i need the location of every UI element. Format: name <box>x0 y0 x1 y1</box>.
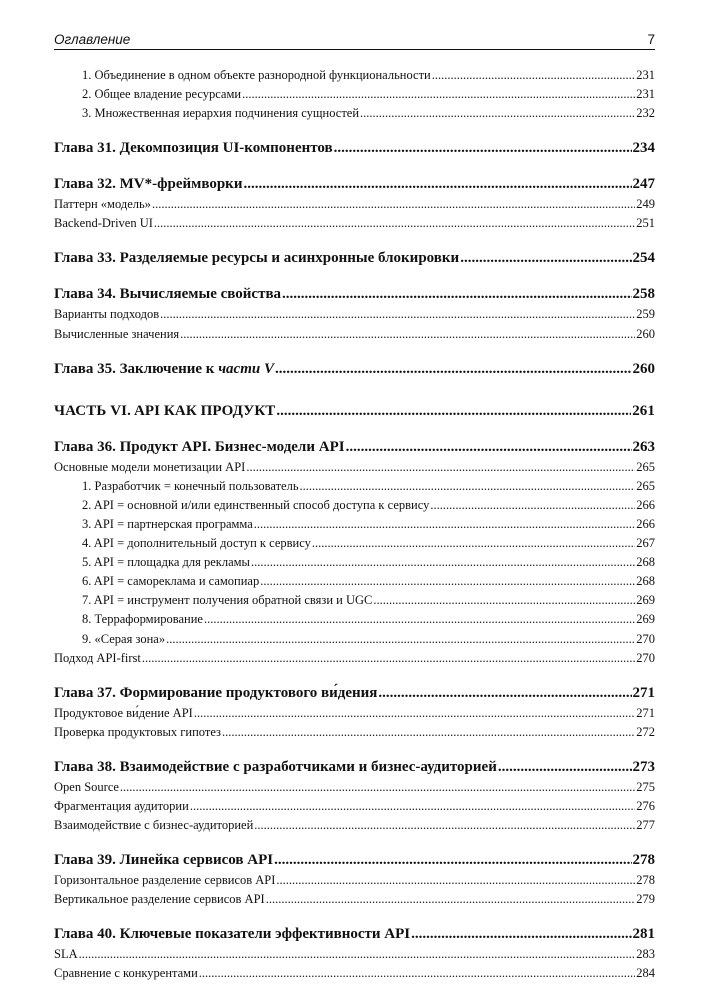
toc-spacer <box>54 909 655 923</box>
toc-spacer <box>54 159 655 173</box>
toc-entry-title-text: Подход API-first <box>54 650 141 665</box>
dot-leader <box>190 797 635 816</box>
toc-spacer <box>54 380 655 400</box>
toc-entry-title-text: Вычисленные значения <box>54 326 180 341</box>
toc-entry[interactable] <box>54 871 655 890</box>
toc-entry-title <box>54 358 274 380</box>
dot-leader <box>204 610 635 629</box>
toc-entry[interactable] <box>54 610 655 629</box>
toc-entry-title-text: Горизонтальное разделение сервисов API <box>54 873 276 888</box>
toc-spacer <box>54 668 655 682</box>
toc-entry-page-number: 231 <box>636 87 655 102</box>
toc-entry-title-text: Взаимодействие с бизнес-аудиторией <box>54 818 254 833</box>
toc-entry-title-text: 1. Разработчик = конечный пользователь <box>82 478 299 493</box>
toc-entry-title-text: 6. API = самореклама и самопиар <box>82 574 260 589</box>
toc-entry-title <box>82 630 165 649</box>
toc-entry-title <box>82 496 429 515</box>
toc-entry-page-number: 278 <box>632 852 655 869</box>
toc-spacer <box>54 123 655 137</box>
toc-spacer <box>54 742 655 756</box>
toc-entry-page-number: 265 <box>636 478 655 493</box>
toc-entry-title-text: Варианты подходов <box>54 307 160 322</box>
toc-spacer <box>54 233 655 247</box>
toc-entry-title <box>54 247 459 269</box>
toc-entry-title <box>82 610 203 629</box>
toc-entry-title-text: SLA <box>54 947 78 962</box>
toc-entry[interactable] <box>54 305 655 324</box>
toc-entry[interactable] <box>54 890 655 909</box>
toc-entry-title <box>54 400 275 422</box>
toc-chapter-entry[interactable] <box>54 247 655 269</box>
dot-leader <box>251 553 635 572</box>
toc-entry-page-number: 275 <box>636 779 655 794</box>
toc-entry-title <box>82 591 372 610</box>
toc-entry-page-number: 271 <box>636 705 655 720</box>
dot-leader <box>120 778 635 797</box>
toc-entry[interactable] <box>54 534 655 553</box>
toc-entry[interactable] <box>54 66 655 85</box>
toc-entry-title <box>54 305 159 324</box>
toc-entry[interactable] <box>54 964 655 983</box>
toc-entry-title <box>82 477 299 496</box>
dot-leader <box>154 214 635 233</box>
toc-entry-title-text: 8. Терраформирование <box>82 612 203 627</box>
toc-entry-title <box>82 553 250 572</box>
toc-entry-title-text: Вертикальное разделение сервисов API <box>54 892 265 907</box>
toc-entry[interactable] <box>54 945 655 964</box>
toc-spacer <box>54 422 655 436</box>
toc-entry-title <box>54 195 151 214</box>
toc-entry-page-number: 265 <box>636 459 655 474</box>
toc-entry-title-text: Фрагментация аудитории <box>54 798 189 813</box>
toc-entry[interactable] <box>54 591 655 610</box>
toc-entry-title <box>54 283 281 305</box>
dot-leader <box>222 723 635 742</box>
dot-leader <box>275 358 632 380</box>
table-of-contents <box>54 66 655 984</box>
toc-entry-page-number: 283 <box>636 947 655 962</box>
toc-entry[interactable] <box>54 553 655 572</box>
toc-entry[interactable] <box>54 723 655 742</box>
toc-entry-title <box>82 572 259 591</box>
toc-chapter-entry[interactable] <box>54 436 655 458</box>
toc-entry[interactable] <box>54 630 655 649</box>
dot-leader <box>373 591 635 610</box>
toc-entry-title <box>54 945 78 964</box>
toc-entry-title-text: Глава 32. MV*-фреймворки <box>54 176 243 193</box>
toc-entry-title <box>54 436 345 458</box>
dot-leader <box>242 85 635 104</box>
dot-leader <box>411 923 631 945</box>
toc-entry-title <box>82 104 359 123</box>
toc-entry-page-number: 260 <box>636 326 655 341</box>
toc-entry-title <box>54 325 179 344</box>
toc-entry-title <box>54 756 497 778</box>
toc-entry-title-text: Глава 38. Взаимодействие с разработчиками и бизнес-аудиторией <box>54 758 497 775</box>
toc-entry-page-number: 270 <box>636 650 655 665</box>
toc-entry-title <box>54 723 221 742</box>
toc-entry-title-text: Глава 31. Декомпозиция UI-компонентов <box>54 140 333 157</box>
toc-entry-title <box>54 214 153 233</box>
toc-entry-title-text: 2. API = основной и/или единственный способ доступа к сервису <box>82 497 430 512</box>
toc-entry-title-text: Глава 36. Продукт API. Бизнес-модели API <box>54 438 345 455</box>
toc-entry-title-text: Глава 40. Ключевые показатели эффективности API <box>54 926 411 943</box>
toc-entry[interactable] <box>54 458 655 477</box>
toc-entry-title <box>54 923 410 945</box>
header-page-number: 7 <box>647 32 655 47</box>
toc-entry[interactable] <box>54 572 655 591</box>
toc-entry-title-text: Глава 33. Разделяемые ресурсы и асинхронные блокировки <box>54 250 460 267</box>
dot-leader <box>166 630 635 649</box>
toc-entry-page-number: 272 <box>636 724 655 739</box>
toc-chapter-entry[interactable] <box>54 173 655 195</box>
toc-entry-page-number: 276 <box>636 798 655 813</box>
toc-entry[interactable] <box>54 649 655 668</box>
toc-entry-page-number: 251 <box>636 216 655 231</box>
toc-entry-title-text: Основные модели монетизации API <box>54 459 246 474</box>
dot-leader <box>266 890 636 909</box>
dot-leader <box>300 477 636 496</box>
toc-entry-title-text: Продуктовое ви́дение API <box>54 705 193 720</box>
toc-entry-page-number: 249 <box>636 197 655 212</box>
toc-entry-title <box>54 458 245 477</box>
toc-entry-page-number: 267 <box>636 536 655 551</box>
dot-leader <box>199 964 635 983</box>
toc-entry[interactable] <box>54 85 655 104</box>
toc-entry[interactable] <box>54 704 655 723</box>
toc-chapter-entry[interactable] <box>54 358 655 380</box>
dot-leader <box>142 649 635 668</box>
toc-entry-title <box>82 515 253 534</box>
toc-entry-page-number: 284 <box>636 966 655 981</box>
dot-leader <box>432 66 636 85</box>
toc-entry[interactable] <box>54 104 655 123</box>
toc-entry-title-text: Глава 34. Вычисляемые свойства <box>54 286 282 303</box>
toc-chapter-entry[interactable] <box>54 923 655 945</box>
toc-entry-title-text: 3. API = партнерская программа <box>82 516 253 531</box>
toc-entry-page-number: 254 <box>632 250 655 267</box>
toc-entry-page-number: 281 <box>632 926 655 943</box>
dot-leader <box>254 515 635 534</box>
toc-spacer <box>54 344 655 358</box>
toc-chapter-entry[interactable] <box>54 400 655 422</box>
toc-entry-title-text: 4. API = дополнительный доступ к сервису <box>82 536 311 551</box>
toc-entry-title <box>54 778 119 797</box>
toc-entry-page-number: 271 <box>632 684 655 701</box>
toc-entry-page-number: 231 <box>636 68 655 82</box>
toc-entry-page-number: 266 <box>636 497 655 512</box>
toc-entry-title-text: Паттерн «модель» <box>54 197 151 212</box>
toc-entry-page-number: 234 <box>632 140 655 157</box>
toc-chapter-entry[interactable] <box>54 756 655 778</box>
toc-entry-title <box>54 964 198 983</box>
toc-entry-page-number: 247 <box>632 176 655 193</box>
toc-entry-page-number: 269 <box>636 612 655 627</box>
toc-entry-page-number: 258 <box>632 286 655 303</box>
toc-entry-title <box>54 649 141 668</box>
toc-entry-page-number: 260 <box>632 360 655 377</box>
dot-leader <box>160 305 635 324</box>
toc-chapter-entry[interactable] <box>54 137 655 159</box>
dot-leader <box>346 436 632 458</box>
toc-entry-page-number: 273 <box>632 758 655 775</box>
toc-entry-title <box>54 816 253 835</box>
toc-entry-page-number: 278 <box>636 873 655 888</box>
dot-leader <box>460 247 631 269</box>
toc-entry-title <box>54 871 275 890</box>
toc-entry[interactable] <box>54 496 655 515</box>
toc-entry-title <box>54 682 377 704</box>
toc-entry-title-text: 5. API = площадка для рекламы <box>82 555 250 570</box>
dot-leader <box>282 283 631 305</box>
dot-leader <box>246 458 635 477</box>
toc-entry[interactable] <box>54 816 655 835</box>
dot-leader <box>312 534 635 553</box>
dot-leader <box>378 682 631 704</box>
toc-entry-title-text: Сравнение с конкурентами <box>54 966 198 981</box>
toc-entry-page-number: 259 <box>636 307 655 322</box>
toc-entry-title <box>54 797 189 816</box>
toc-entry-title <box>82 85 241 104</box>
running-header <box>54 33 655 50</box>
dot-leader <box>243 173 631 195</box>
dot-leader <box>334 137 632 159</box>
dot-leader <box>498 756 632 778</box>
toc-entry-title-text: 2. Общее владение ресурсами <box>82 87 242 102</box>
toc-entry-title-text: Backend-Driven UI <box>54 216 153 231</box>
toc-entry-page-number: 277 <box>636 818 655 833</box>
toc-entry-title-text: 9. «Серая зона» <box>82 631 166 646</box>
toc-entry[interactable] <box>54 778 655 797</box>
toc-entry-page-number: 266 <box>636 516 655 531</box>
toc-spacer <box>54 269 655 283</box>
toc-entry-title-text: Проверка продуктовых гипотез <box>54 724 221 739</box>
toc-entry-title-text: 1. Объединение в одном объекте разнородной функциональности <box>82 68 431 82</box>
toc-entry-title <box>82 66 431 85</box>
toc-chapter-entry[interactable] <box>54 682 655 704</box>
toc-entry-title-text: ЧАСТЬ VI. API КАК ПРОДУКТ <box>54 402 276 419</box>
toc-entry-title-emphasis: части V <box>218 360 274 377</box>
toc-entry-page-number: 261 <box>632 402 655 419</box>
toc-entry-title-text: Open Source <box>54 779 119 794</box>
toc-entry-title-text: 3. Множественная иерархия подчинения сущностей <box>82 106 360 121</box>
dot-leader <box>79 945 636 964</box>
toc-entry[interactable] <box>54 214 655 233</box>
toc-entry-page-number: 232 <box>636 106 655 121</box>
toc-entry-title <box>54 890 265 909</box>
dot-leader <box>274 849 631 871</box>
toc-spacer <box>54 835 655 849</box>
toc-entry-title <box>82 534 311 553</box>
toc-entry-page-number: 270 <box>636 631 655 646</box>
toc-entry[interactable] <box>54 477 655 496</box>
toc-entry-title-text: Глава 39. Линейка сервисов API <box>54 852 274 869</box>
toc-entry[interactable] <box>54 195 655 214</box>
dot-leader <box>360 104 635 123</box>
toc-entry-title-text: Глава 37. Формирование продуктового ви́дения <box>54 684 378 701</box>
toc-entry-title-text: 7. API = инструмент получения обратной связи и UGC <box>82 593 373 608</box>
toc-entry-page-number: 269 <box>636 593 655 608</box>
toc-chapter-entry[interactable] <box>54 283 655 305</box>
dot-leader <box>152 195 635 214</box>
dot-leader <box>430 496 635 515</box>
toc-entry[interactable] <box>54 797 655 816</box>
dot-leader <box>194 704 635 723</box>
toc-entry-title <box>54 137 333 159</box>
toc-entry-page-number: 268 <box>636 574 655 589</box>
toc-entry-title <box>54 173 242 195</box>
toc-entry-title <box>54 849 273 871</box>
dot-leader <box>260 572 635 591</box>
toc-entry[interactable] <box>54 515 655 534</box>
toc-entry-page-number: 268 <box>636 555 655 570</box>
dot-leader <box>254 816 635 835</box>
dot-leader <box>276 871 635 890</box>
toc-entry[interactable] <box>54 325 655 344</box>
toc-entry-page-number: 263 <box>632 438 655 455</box>
toc-chapter-entry[interactable] <box>54 849 655 871</box>
toc-entry-page-number: 279 <box>636 892 655 907</box>
toc-entry-title-text: Глава 35. Заключение к <box>54 360 219 377</box>
dot-leader <box>276 400 631 422</box>
toc-entry-title <box>54 704 193 723</box>
dot-leader <box>180 325 635 344</box>
header-title: Оглавление <box>54 32 131 47</box>
